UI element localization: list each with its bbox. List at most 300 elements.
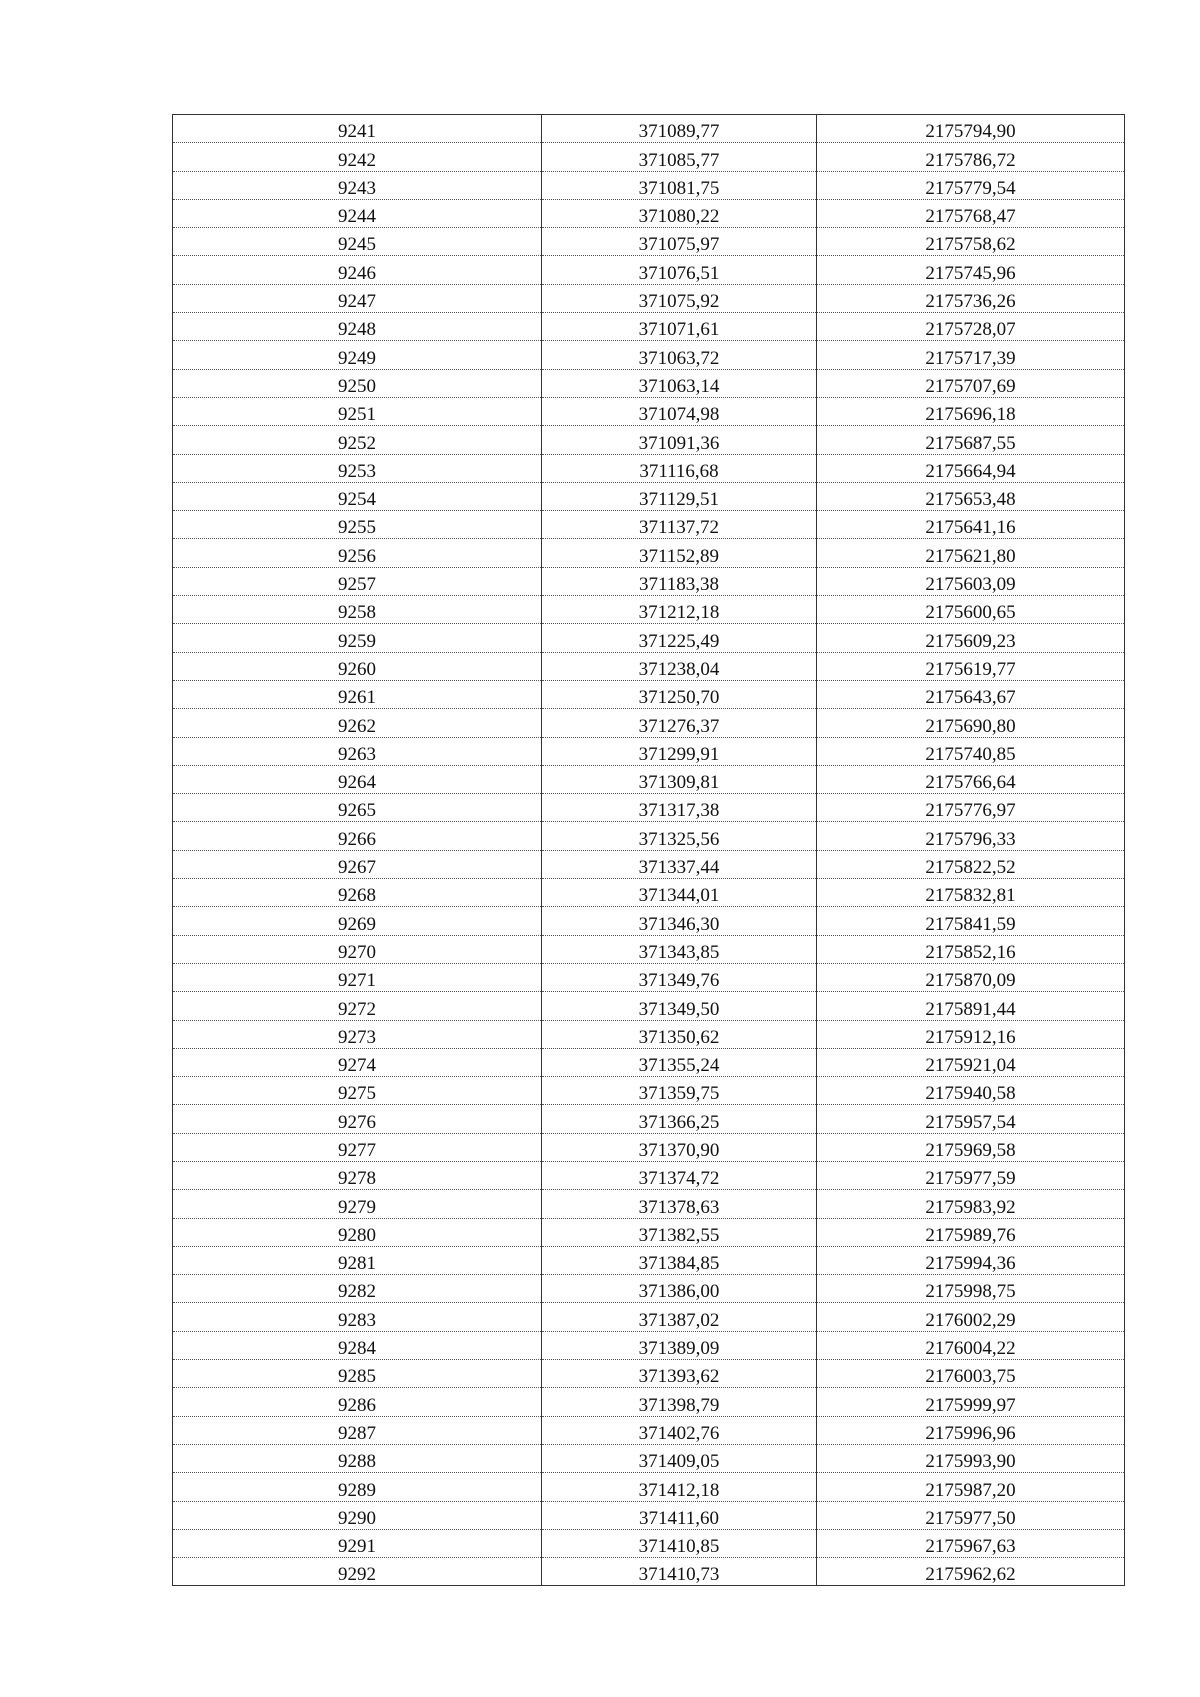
cell-text: 2175987,20 bbox=[925, 1479, 1016, 1501]
point-number-cell bbox=[173, 680, 542, 708]
cell-text: 371063,14 bbox=[638, 375, 720, 397]
point-number-cell bbox=[173, 1218, 542, 1246]
table-row bbox=[173, 1190, 1125, 1218]
cell-text: 371349,50 bbox=[638, 998, 720, 1020]
x-coordinate-cell bbox=[542, 1444, 817, 1472]
cell-text: 371382,55 bbox=[638, 1224, 720, 1246]
cell-text: 2175643,67 bbox=[925, 687, 1016, 709]
table-row bbox=[173, 1558, 1125, 1586]
y-coordinate-cell bbox=[817, 1218, 1125, 1246]
cell-text: 371129,51 bbox=[638, 489, 720, 511]
cell-text: 2175994,36 bbox=[925, 1253, 1016, 1275]
cell-text: 2175832,81 bbox=[925, 885, 1016, 907]
x-coordinate-cell bbox=[542, 1020, 817, 1048]
x-coordinate-cell bbox=[542, 341, 817, 369]
table-row bbox=[173, 1218, 1125, 1246]
point-number-cell bbox=[173, 879, 542, 907]
y-coordinate-cell bbox=[817, 397, 1125, 425]
x-coordinate-cell bbox=[542, 596, 817, 624]
y-coordinate-cell bbox=[817, 1388, 1125, 1416]
y-coordinate-cell bbox=[817, 935, 1125, 963]
table-row bbox=[173, 907, 1125, 935]
cell-text: 9280 bbox=[338, 1224, 376, 1246]
cell-text: 9282 bbox=[338, 1281, 376, 1303]
cell-text: 2175687,55 bbox=[925, 432, 1016, 454]
point-number-cell bbox=[173, 963, 542, 991]
cell-text: 371370,90 bbox=[638, 1139, 720, 1161]
cell-text: 371183,38 bbox=[638, 574, 720, 596]
cell-text: 2175609,23 bbox=[925, 630, 1016, 652]
cell-text: 371080,22 bbox=[638, 206, 720, 228]
x-coordinate-cell bbox=[542, 1161, 817, 1189]
y-coordinate-cell bbox=[817, 709, 1125, 737]
table-row bbox=[173, 879, 1125, 907]
cell-text: 371350,62 bbox=[638, 1026, 720, 1048]
x-coordinate-cell bbox=[542, 115, 817, 143]
table-row bbox=[173, 199, 1125, 227]
cell-text: 9288 bbox=[338, 1451, 376, 1473]
cell-text: 9249 bbox=[338, 347, 376, 369]
cell-text: 371344,01 bbox=[638, 885, 720, 907]
y-coordinate-cell bbox=[817, 511, 1125, 539]
cell-text: 371410,85 bbox=[638, 1536, 720, 1558]
cell-text: 9260 bbox=[338, 658, 376, 680]
table-row bbox=[173, 1105, 1125, 1133]
point-number-cell bbox=[173, 482, 542, 510]
point-number-cell bbox=[173, 596, 542, 624]
table-row bbox=[173, 511, 1125, 539]
point-number-cell bbox=[173, 369, 542, 397]
table-row bbox=[173, 1048, 1125, 1076]
cell-text: 9287 bbox=[338, 1422, 376, 1444]
table-row bbox=[173, 426, 1125, 454]
point-number-cell bbox=[173, 822, 542, 850]
x-coordinate-cell bbox=[542, 482, 817, 510]
cell-text: 371075,97 bbox=[638, 234, 720, 256]
cell-text: 371343,85 bbox=[638, 941, 720, 963]
cell-text: 2175977,50 bbox=[925, 1507, 1016, 1529]
point-number-cell bbox=[173, 737, 542, 765]
table-row bbox=[173, 1275, 1125, 1303]
y-coordinate-cell bbox=[817, 567, 1125, 595]
cell-text: 9242 bbox=[338, 149, 376, 171]
table-row bbox=[173, 737, 1125, 765]
y-coordinate-cell bbox=[817, 596, 1125, 624]
y-coordinate-cell bbox=[817, 963, 1125, 991]
cell-text: 9254 bbox=[338, 489, 376, 511]
cell-text: 2175967,63 bbox=[925, 1536, 1016, 1558]
x-coordinate-cell bbox=[542, 454, 817, 482]
y-coordinate-cell bbox=[817, 1416, 1125, 1444]
point-number-cell bbox=[173, 907, 542, 935]
cell-text: 371410,73 bbox=[638, 1564, 720, 1586]
x-coordinate-cell bbox=[542, 850, 817, 878]
cell-text: 371137,72 bbox=[638, 517, 720, 539]
cell-text: 371402,76 bbox=[638, 1422, 720, 1444]
coordinates-table bbox=[172, 114, 1125, 1586]
cell-text: 9245 bbox=[338, 234, 376, 256]
table-row bbox=[173, 1444, 1125, 1472]
cell-text: 9277 bbox=[338, 1139, 376, 1161]
cell-text: 371063,72 bbox=[638, 347, 720, 369]
cell-text: 2175983,92 bbox=[925, 1196, 1016, 1218]
y-coordinate-cell bbox=[817, 1331, 1125, 1359]
cell-text: 371366,25 bbox=[638, 1111, 720, 1133]
table-row bbox=[173, 709, 1125, 737]
table-row bbox=[173, 1360, 1125, 1388]
cell-text: 371386,00 bbox=[638, 1281, 720, 1303]
cell-text: 371116,68 bbox=[639, 460, 719, 482]
cell-text: 2175728,07 bbox=[925, 319, 1016, 341]
cell-text: 9292 bbox=[338, 1564, 376, 1586]
cell-text: 9267 bbox=[338, 857, 376, 879]
cell-text: 2176002,29 bbox=[925, 1309, 1016, 1331]
cell-text: 2175766,64 bbox=[925, 772, 1016, 794]
x-coordinate-cell bbox=[542, 313, 817, 341]
table-row bbox=[173, 1020, 1125, 1048]
table-row bbox=[173, 1077, 1125, 1105]
y-coordinate-cell bbox=[817, 1020, 1125, 1048]
table-row bbox=[173, 624, 1125, 652]
x-coordinate-cell bbox=[542, 199, 817, 227]
x-coordinate-cell bbox=[542, 426, 817, 454]
cell-text: 9246 bbox=[338, 262, 376, 284]
cell-text: 2175740,85 bbox=[925, 743, 1016, 765]
cell-text: 9276 bbox=[338, 1111, 376, 1133]
point-number-cell bbox=[173, 511, 542, 539]
cell-text: 2175664,94 bbox=[925, 460, 1016, 482]
cell-text: 2175736,26 bbox=[925, 291, 1016, 313]
point-number-cell bbox=[173, 1275, 542, 1303]
cell-text: 371387,02 bbox=[638, 1309, 720, 1331]
cell-text: 9275 bbox=[338, 1083, 376, 1105]
table-row bbox=[173, 850, 1125, 878]
cell-text: 2175891,44 bbox=[925, 998, 1016, 1020]
point-number-cell bbox=[173, 850, 542, 878]
y-coordinate-cell bbox=[817, 794, 1125, 822]
cell-text: 2175999,97 bbox=[925, 1394, 1016, 1416]
cell-text: 2175745,96 bbox=[925, 262, 1016, 284]
table-row bbox=[173, 794, 1125, 822]
cell-text: 2175653,48 bbox=[925, 489, 1016, 511]
x-coordinate-cell bbox=[542, 1501, 817, 1529]
table-row bbox=[173, 765, 1125, 793]
point-number-cell bbox=[173, 313, 542, 341]
y-coordinate-cell bbox=[817, 228, 1125, 256]
cell-text: 9285 bbox=[338, 1366, 376, 1388]
cell-text: 371071,61 bbox=[638, 319, 720, 341]
y-coordinate-cell bbox=[817, 341, 1125, 369]
point-number-cell bbox=[173, 1303, 542, 1331]
point-number-cell bbox=[173, 1190, 542, 1218]
cell-text: 9241 bbox=[338, 121, 376, 143]
cell-text: 2175603,09 bbox=[925, 574, 1016, 596]
x-coordinate-cell bbox=[542, 256, 817, 284]
cell-text: 9273 bbox=[338, 1026, 376, 1048]
y-coordinate-cell bbox=[817, 426, 1125, 454]
y-coordinate-cell bbox=[817, 1077, 1125, 1105]
y-coordinate-cell bbox=[817, 539, 1125, 567]
table-row bbox=[173, 963, 1125, 991]
cell-text: 2175989,76 bbox=[925, 1224, 1016, 1246]
cell-text: 2175621,80 bbox=[925, 545, 1016, 567]
point-number-cell bbox=[173, 143, 542, 171]
y-coordinate-cell bbox=[817, 680, 1125, 708]
y-coordinate-cell bbox=[817, 256, 1125, 284]
point-number-cell bbox=[173, 228, 542, 256]
x-coordinate-cell bbox=[542, 1218, 817, 1246]
coordinates-table-body bbox=[173, 115, 1125, 1586]
table-row bbox=[173, 228, 1125, 256]
cell-text: 9274 bbox=[338, 1055, 376, 1077]
y-coordinate-cell bbox=[817, 171, 1125, 199]
cell-text: 371384,85 bbox=[638, 1253, 720, 1275]
cell-text: 2175996,96 bbox=[925, 1422, 1016, 1444]
point-number-cell bbox=[173, 171, 542, 199]
y-coordinate-cell bbox=[817, 765, 1125, 793]
x-coordinate-cell bbox=[542, 680, 817, 708]
x-coordinate-cell bbox=[542, 709, 817, 737]
cell-text: 2175870,09 bbox=[925, 970, 1016, 992]
cell-text: 9259 bbox=[338, 630, 376, 652]
x-coordinate-cell bbox=[542, 652, 817, 680]
cell-text: 9284 bbox=[338, 1338, 376, 1360]
cell-text: 9262 bbox=[338, 715, 376, 737]
x-coordinate-cell bbox=[542, 567, 817, 595]
cell-text: 9272 bbox=[338, 998, 376, 1020]
y-coordinate-cell bbox=[817, 1190, 1125, 1218]
point-number-cell bbox=[173, 992, 542, 1020]
table-row bbox=[173, 369, 1125, 397]
point-number-cell bbox=[173, 284, 542, 312]
cell-text: 371412,18 bbox=[638, 1479, 720, 1501]
x-coordinate-cell bbox=[542, 765, 817, 793]
cell-text: 371355,24 bbox=[638, 1055, 720, 1077]
x-coordinate-cell bbox=[542, 1473, 817, 1501]
x-coordinate-cell bbox=[542, 539, 817, 567]
cell-text: 371337,44 bbox=[638, 857, 720, 879]
y-coordinate-cell bbox=[817, 1275, 1125, 1303]
y-coordinate-cell bbox=[817, 1105, 1125, 1133]
point-number-cell bbox=[173, 1048, 542, 1076]
y-coordinate-cell bbox=[817, 1133, 1125, 1161]
x-coordinate-cell bbox=[542, 1558, 817, 1586]
cell-text: 2175776,97 bbox=[925, 800, 1016, 822]
cell-text: 2175707,69 bbox=[925, 375, 1016, 397]
table-row bbox=[173, 482, 1125, 510]
table-row bbox=[173, 1416, 1125, 1444]
cell-text: 371276,37 bbox=[638, 715, 720, 737]
cell-text: 371091,36 bbox=[638, 432, 720, 454]
table-row bbox=[173, 171, 1125, 199]
y-coordinate-cell bbox=[817, 822, 1125, 850]
cell-text: 9243 bbox=[338, 177, 376, 199]
x-coordinate-cell bbox=[542, 511, 817, 539]
cell-text: 2175758,62 bbox=[925, 234, 1016, 256]
cell-text: 9258 bbox=[338, 602, 376, 624]
x-coordinate-cell bbox=[542, 1246, 817, 1274]
y-coordinate-cell bbox=[817, 879, 1125, 907]
table-row bbox=[173, 680, 1125, 708]
point-number-cell bbox=[173, 1416, 542, 1444]
cell-text: 371081,75 bbox=[638, 177, 720, 199]
cell-text: 9266 bbox=[338, 828, 376, 850]
x-coordinate-cell bbox=[542, 1190, 817, 1218]
cell-text: 2175940,58 bbox=[925, 1083, 1016, 1105]
point-number-cell bbox=[173, 765, 542, 793]
table-row bbox=[173, 1133, 1125, 1161]
x-coordinate-cell bbox=[542, 624, 817, 652]
cell-text: 9257 bbox=[338, 574, 376, 596]
cell-text: 2175696,18 bbox=[925, 404, 1016, 426]
y-coordinate-cell bbox=[817, 1303, 1125, 1331]
cell-text: 2175912,16 bbox=[925, 1026, 1016, 1048]
x-coordinate-cell bbox=[542, 879, 817, 907]
y-coordinate-cell bbox=[817, 482, 1125, 510]
x-coordinate-cell bbox=[542, 822, 817, 850]
cell-text: 9286 bbox=[338, 1394, 376, 1416]
y-coordinate-cell bbox=[817, 1048, 1125, 1076]
cell-text: 9268 bbox=[338, 885, 376, 907]
point-number-cell bbox=[173, 397, 542, 425]
cell-text: 2176004,22 bbox=[925, 1338, 1016, 1360]
table-row bbox=[173, 822, 1125, 850]
y-coordinate-cell bbox=[817, 850, 1125, 878]
y-coordinate-cell bbox=[817, 313, 1125, 341]
point-number-cell bbox=[173, 1529, 542, 1557]
cell-text: 9283 bbox=[338, 1309, 376, 1331]
cell-text: 2175641,16 bbox=[925, 517, 1016, 539]
y-coordinate-cell bbox=[817, 1529, 1125, 1557]
point-number-cell bbox=[173, 539, 542, 567]
cell-text: 371374,72 bbox=[638, 1168, 720, 1190]
cell-text: 9255 bbox=[338, 517, 376, 539]
table-row bbox=[173, 1331, 1125, 1359]
x-coordinate-cell bbox=[542, 171, 817, 199]
y-coordinate-cell bbox=[817, 115, 1125, 143]
cell-text: 2175969,58 bbox=[925, 1139, 1016, 1161]
point-number-cell bbox=[173, 1360, 542, 1388]
cell-text: 371238,04 bbox=[638, 658, 720, 680]
x-coordinate-cell bbox=[542, 1133, 817, 1161]
point-number-cell bbox=[173, 1105, 542, 1133]
table-row bbox=[173, 284, 1125, 312]
cell-text: 371299,91 bbox=[638, 743, 720, 765]
table-row bbox=[173, 1246, 1125, 1274]
point-number-cell bbox=[173, 624, 542, 652]
y-coordinate-cell bbox=[817, 284, 1125, 312]
table-row bbox=[173, 1303, 1125, 1331]
x-coordinate-cell bbox=[542, 1105, 817, 1133]
point-number-cell bbox=[173, 1077, 542, 1105]
x-coordinate-cell bbox=[542, 1360, 817, 1388]
cell-text: 2175794,90 bbox=[925, 121, 1016, 143]
point-number-cell bbox=[173, 1388, 542, 1416]
cell-text: 2175977,59 bbox=[925, 1168, 1016, 1190]
cell-text: 371349,76 bbox=[638, 970, 720, 992]
point-number-cell bbox=[173, 1473, 542, 1501]
cell-text: 9279 bbox=[338, 1196, 376, 1218]
x-coordinate-cell bbox=[542, 794, 817, 822]
cell-text: 371075,92 bbox=[638, 291, 720, 313]
point-number-cell bbox=[173, 1331, 542, 1359]
cell-text: 9291 bbox=[338, 1536, 376, 1558]
point-number-cell bbox=[173, 935, 542, 963]
point-number-cell bbox=[173, 454, 542, 482]
cell-text: 371389,09 bbox=[638, 1338, 720, 1360]
table-row bbox=[173, 1529, 1125, 1557]
y-coordinate-cell bbox=[817, 737, 1125, 765]
point-number-cell bbox=[173, 426, 542, 454]
table-row bbox=[173, 397, 1125, 425]
cell-text: 9281 bbox=[338, 1253, 376, 1275]
cell-text: 9248 bbox=[338, 319, 376, 341]
cell-text: 371309,81 bbox=[638, 772, 720, 794]
cell-text: 371317,38 bbox=[638, 800, 720, 822]
cell-text: 2175998,75 bbox=[925, 1281, 1016, 1303]
point-number-cell bbox=[173, 1246, 542, 1274]
y-coordinate-cell bbox=[817, 1501, 1125, 1529]
cell-text: 371398,79 bbox=[638, 1394, 720, 1416]
x-coordinate-cell bbox=[542, 1388, 817, 1416]
table-row bbox=[173, 1161, 1125, 1189]
table-row bbox=[173, 115, 1125, 143]
y-coordinate-cell bbox=[817, 1558, 1125, 1586]
point-number-cell bbox=[173, 567, 542, 595]
x-coordinate-cell bbox=[542, 1303, 817, 1331]
y-coordinate-cell bbox=[817, 1246, 1125, 1274]
table-row bbox=[173, 1501, 1125, 1529]
x-coordinate-cell bbox=[542, 1331, 817, 1359]
point-number-cell bbox=[173, 1501, 542, 1529]
table-row bbox=[173, 935, 1125, 963]
point-number-cell bbox=[173, 709, 542, 737]
table-row bbox=[173, 652, 1125, 680]
cell-text: 371346,30 bbox=[638, 913, 720, 935]
table-row bbox=[173, 143, 1125, 171]
y-coordinate-cell bbox=[817, 199, 1125, 227]
x-coordinate-cell bbox=[542, 228, 817, 256]
table-row bbox=[173, 596, 1125, 624]
x-coordinate-cell bbox=[542, 935, 817, 963]
x-coordinate-cell bbox=[542, 397, 817, 425]
x-coordinate-cell bbox=[542, 1275, 817, 1303]
cell-text: 2175993,90 bbox=[925, 1451, 1016, 1473]
cell-text: 2175796,33 bbox=[925, 828, 1016, 850]
cell-text: 9269 bbox=[338, 913, 376, 935]
point-number-cell bbox=[173, 1558, 542, 1586]
cell-text: 371250,70 bbox=[638, 687, 720, 709]
cell-text: 2175822,52 bbox=[925, 857, 1016, 879]
y-coordinate-cell bbox=[817, 454, 1125, 482]
table-row bbox=[173, 1388, 1125, 1416]
cell-text: 9289 bbox=[338, 1479, 376, 1501]
y-coordinate-cell bbox=[817, 1161, 1125, 1189]
cell-text: 2175690,80 bbox=[925, 715, 1016, 737]
table-row bbox=[173, 313, 1125, 341]
cell-text: 371089,77 bbox=[638, 121, 720, 143]
cell-text: 2175841,59 bbox=[925, 913, 1016, 935]
x-coordinate-cell bbox=[542, 284, 817, 312]
cell-text: 2175921,04 bbox=[925, 1055, 1016, 1077]
table-row bbox=[173, 567, 1125, 595]
cell-text: 9263 bbox=[338, 743, 376, 765]
table-row bbox=[173, 341, 1125, 369]
point-number-cell bbox=[173, 256, 542, 284]
point-number-cell bbox=[173, 794, 542, 822]
cell-text: 2175768,47 bbox=[925, 206, 1016, 228]
point-number-cell bbox=[173, 1020, 542, 1048]
